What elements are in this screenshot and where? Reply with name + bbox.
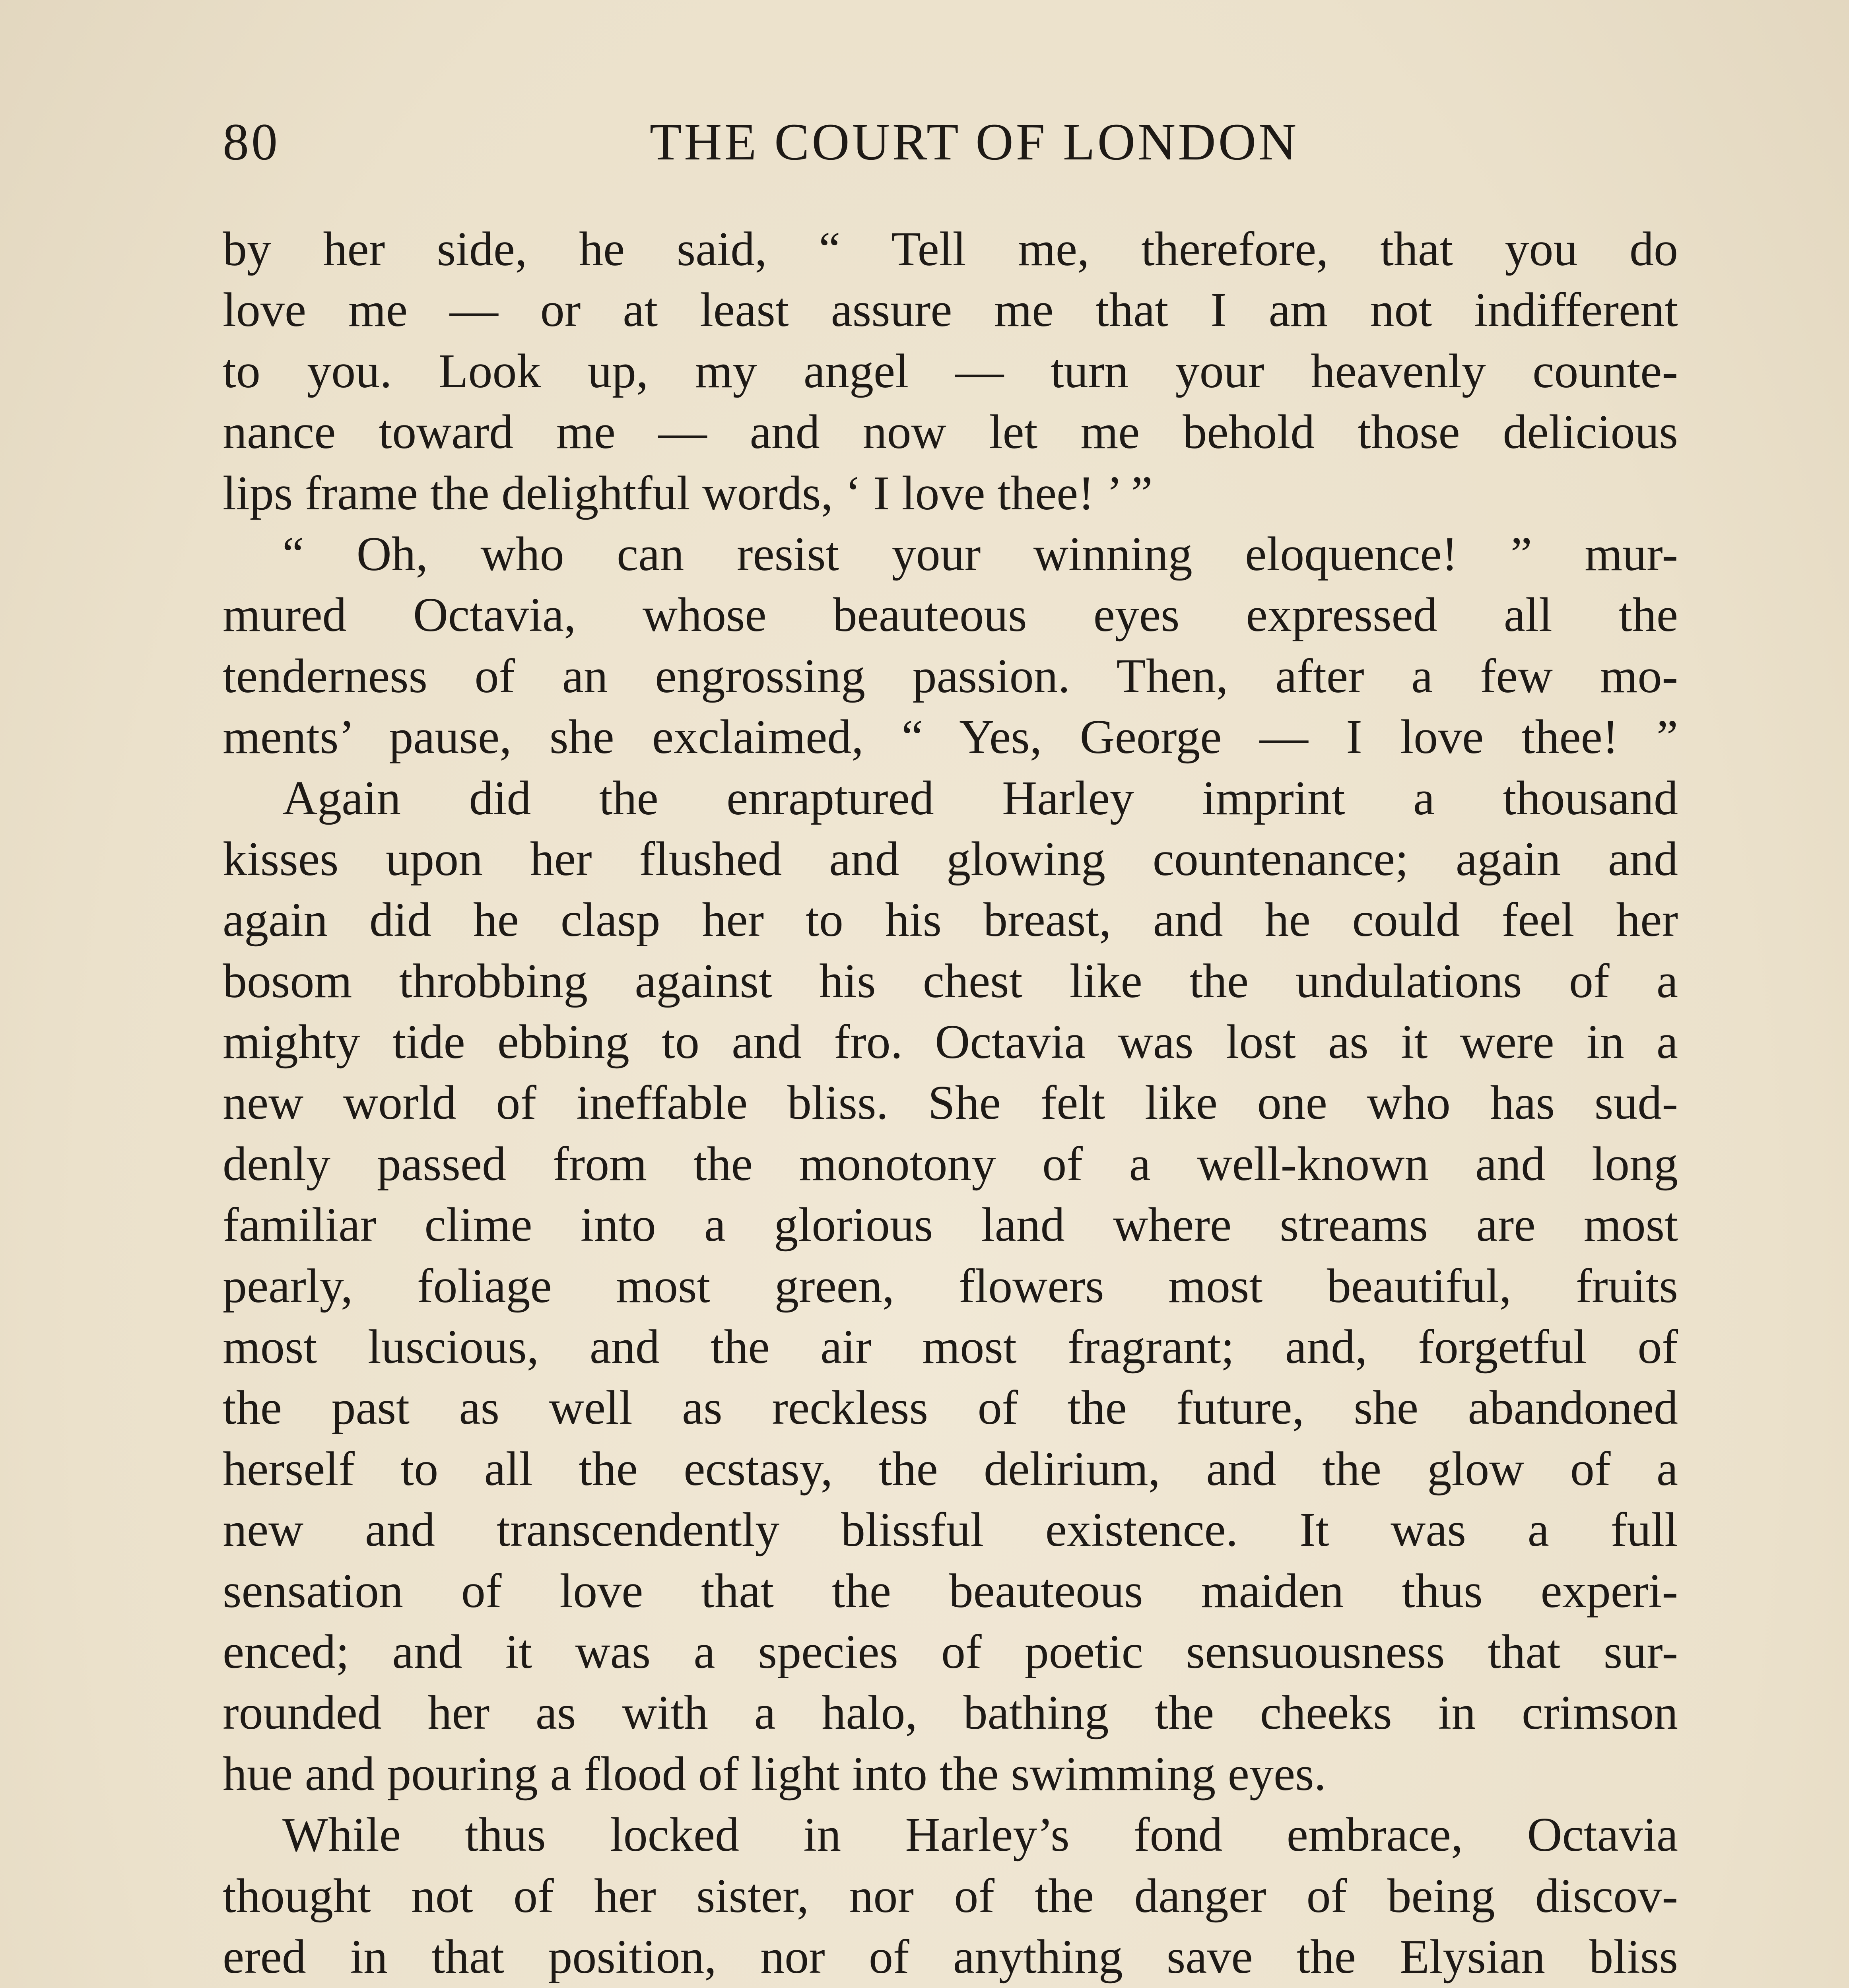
text-line: kisses upon her flushed and glowing countenance; again and [223,832,1678,886]
text-line: mured Octavia, whose beauteous eyes expressed all the [223,588,1678,642]
text-line: the past as well as reckless of the future, she abandoned [223,1381,1678,1435]
running-head [223,111,1678,191]
text-line: most luscious, and the air most fragrant; and, forgetful of [223,1320,1678,1374]
text-line: new and transcendently blissful existence. It was a full [223,1503,1678,1557]
text-line: Again did the enraptured Harley imprint a thousand [282,771,1678,825]
text-line: hue and pouring a flood of light into the swimming eyes. [223,1747,1327,1801]
text-line: sensation of love that the beauteous maiden thus experi- [223,1564,1678,1618]
text-line: herself to all the ecstasy, the delirium, and the glow of a [223,1442,1678,1496]
text-line: bosom throbbing against his chest like the undulations of a [223,954,1678,1008]
text-line: ments’ pause, she exclaimed, “ Yes, George — I love thee! ” [223,710,1678,764]
text-line: to you. Look up, my angel — turn your heavenly counte- [223,344,1678,398]
text-line: tenderness of an engrossing passion. Then, after a few mo- [223,649,1678,703]
text-line: mighty tide ebbing to and fro. Octavia was lost as it were in a [223,1015,1678,1069]
body-text [223,219,1678,1988]
text-line: thought not of her sister, nor of the danger of being discov- [223,1869,1678,1923]
text-line: again did he clasp her to his breast, and he could feel her [223,893,1678,947]
text-line: by her side, he said, “ Tell me, therefore, that you do [223,222,1678,276]
text-line: denly passed from the monotony of a well-known and long [223,1137,1678,1191]
text-line: familiar clime into a glorious land where streams are most [223,1198,1678,1252]
text-line: enced; and it was a species of poetic sensuousness that sur- [223,1625,1678,1679]
text-line: pearly, foliage most green, flowers most beautiful, fruits [223,1259,1678,1313]
text-line: ered in that position, nor of anything save the Elysian bliss [223,1930,1678,1984]
page-number: 80 [223,113,280,171]
text-line: new world of ineffable bliss. She felt like one who has sud- [223,1076,1678,1130]
text-line: rounded her as with a halo, bathing the cheeks in crimson [223,1686,1678,1740]
text-line: love me — or at least assure me that I am not indifferent [223,283,1678,337]
running-title: THE COURT OF LONDON [649,113,1299,171]
text-line: While thus locked in Harley’s fond embrace, Octavia [282,1808,1678,1862]
text-line: “ Oh, who can resist your winning eloquence! ” mur- [282,527,1678,581]
text-line: nance toward me — and now let me behold those delicious [223,405,1678,459]
text-line: lips frame the delightful words, ‘ I love thee! ’ ” [223,466,1153,520]
